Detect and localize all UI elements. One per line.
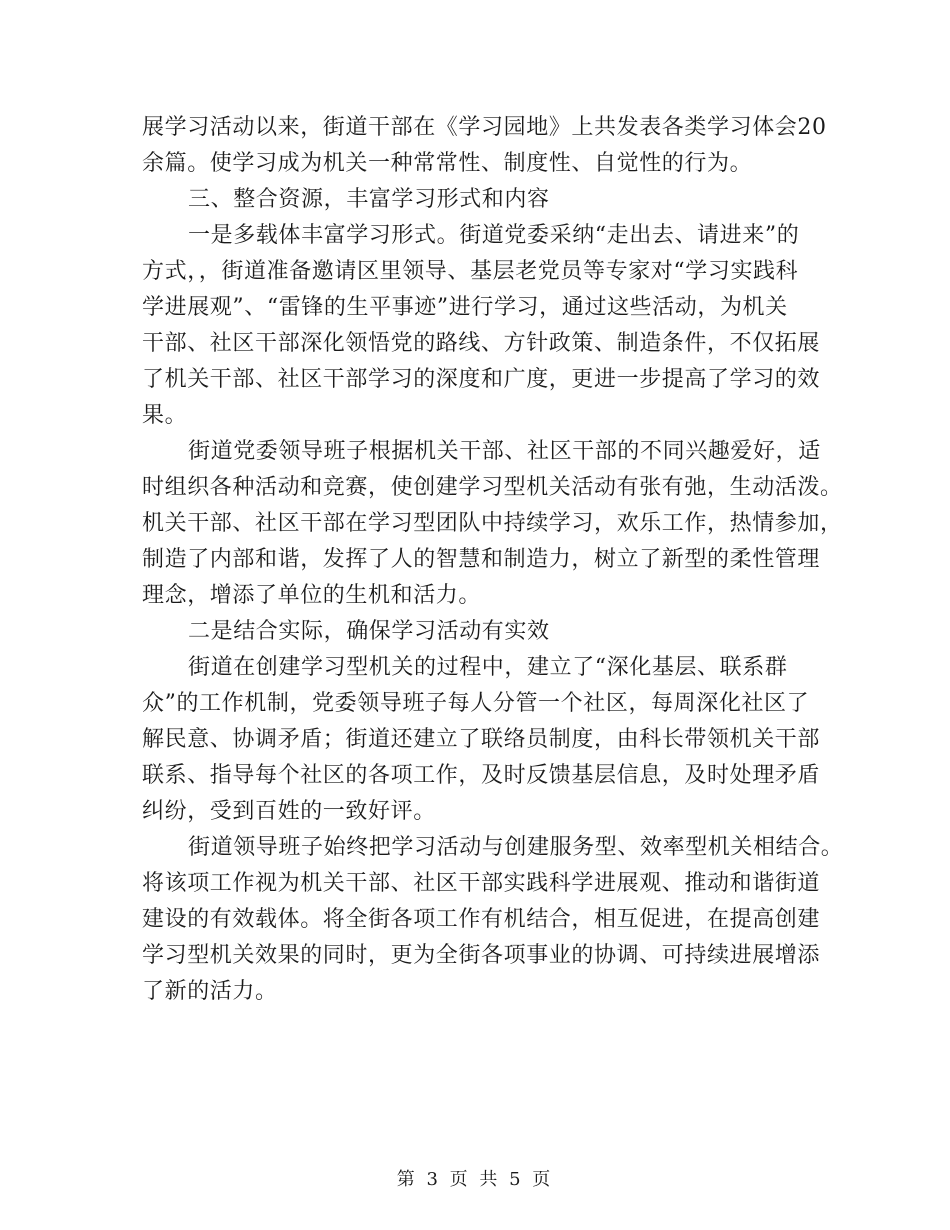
text-line: 展学习活动以来，街道干部在《学习园地》上共发表各类学习体会20 [142, 115, 827, 140]
document-body [142, 110, 842, 1010]
text-line: 将该项工作视为机关干部、社区干部实践科学进展观、推动和谐街道 [142, 871, 821, 896]
text-line: 了新的活力。 [142, 979, 278, 1004]
text-line: 众”的工作机制，党委领导班子每人分管一个社区，每周深化社区了 [142, 691, 810, 716]
text-line: 建设的有效载体。将全街各项工作有机结合，相互促进，在提高创建 [142, 907, 821, 932]
text-line: 一是多载体丰富学习形式。街道党委采纳“走出去、请进来”的 [188, 223, 800, 248]
text-line: 果。 [142, 403, 188, 428]
text-line: 余篇。使学习成为机关一种常常性、制度性、自觉性的行为。 [142, 151, 753, 176]
text-line: 了机关干部、社区干部学习的深度和广度，更进一步提高了学习的效 [142, 367, 821, 392]
text-line: 制造了内部和谐，发挥了人的智慧和制造力，树立了新型的柔性管理 [142, 547, 821, 572]
text-line: 学习型机关效果的同时，更为全街各项事业的协调、可持续进展增添 [142, 943, 821, 968]
text-line: 时组织各种活动和竞赛，使创建学习型机关活动有张有弛，生动活泼。 [142, 475, 843, 500]
text-line: 二是结合实际，确保学习活动有实效 [188, 619, 550, 644]
text-line: 机关干部、社区干部在学习型团队中持续学习，欢乐工作，热情参加， [142, 511, 843, 536]
text-line: 学进展观”、“雷锋的生平事迹”进行学习，通过这些活动，为机关 [142, 295, 788, 320]
text-line: 理念，增添了单位的生机和活力。 [142, 583, 482, 608]
text-line: 联系、指导每个社区的各项工作，及时反馈基层信息，及时处理矛盾 [142, 763, 821, 788]
text-line: 解民意、协调矛盾；街道还建立了联络员制度，由科长带领机关干部 [142, 727, 821, 752]
text-line: 纠纷，受到百姓的一致好评。 [142, 799, 436, 824]
page-number-footer: 第 3 页 共 5 页 [396, 1169, 554, 1190]
text-line: 三、整合资源，丰富学习形式和内容 [188, 187, 550, 212]
text-line: 街道在创建学习型机关的过程中，建立了“深化基层、联系群 [188, 655, 788, 680]
text-line: 街道领导班子始终把学习活动与创建服务型、效率型机关相结合。 [188, 835, 844, 860]
text-line: 方式，，街道准备邀请区里领导、基层老党员等专家对“学习实践科 [142, 259, 799, 284]
text-line: 干部、社区干部深化领悟党的路线、方针政策、制造条件，不仅拓展 [142, 331, 821, 356]
text-line: 街道党委领导班子根据机关干部、社区干部的不同兴趣爱好，适 [188, 439, 821, 464]
